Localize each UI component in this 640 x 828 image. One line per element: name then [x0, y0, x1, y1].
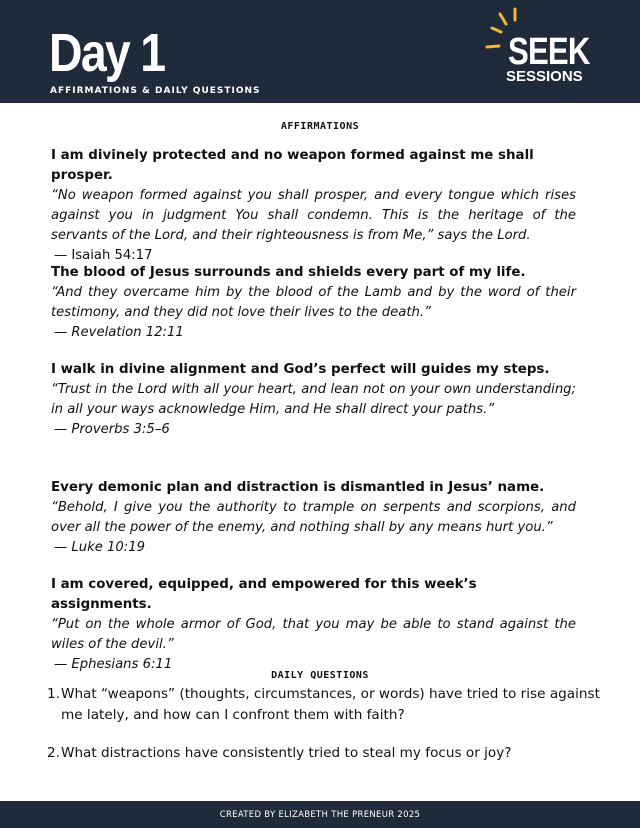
seek-sessions-logo	[484, 6, 594, 96]
scripture-verse: “Behold, I give you the authority to trample on serpents and scorpions, and over all the power of the enemy, and nothing shall by any means hurt you.”	[51, 500, 576, 535]
affirmation-statement: The blood of Jesus surrounds and shields every part of my life.	[51, 265, 526, 280]
affirmation-statement: Every demonic plan and distraction is dismantled in Jesus’ name.	[51, 480, 545, 495]
affirmation-statement: I am covered, equipped, and empowered for this week’s assignments.	[51, 577, 477, 612]
scripture-verse: “Put on the whole armor of God, that you may be able to stand against the wiles of the devil.”	[51, 617, 576, 652]
page-footer	[0, 801, 640, 828]
affirmation-statement: I am divinely protected and no weapon formed against me shall prosper.	[51, 148, 534, 183]
scripture-reference: — Isaiah 54:17	[54, 248, 153, 263]
question-number: 2.	[47, 745, 60, 761]
affirmation-item	[51, 263, 576, 343]
scripture-reference: — Luke 10:19	[54, 540, 146, 555]
daily-questions-heading: DAILY QUESTIONS	[271, 670, 369, 681]
scripture-reference: — Ephesians 6:11	[54, 657, 173, 672]
day-subtitle: AFFIRMATIONS & DAILY QUESTIONS	[50, 86, 261, 96]
question-number: 1.	[47, 686, 60, 702]
question-text: What “weapons” (thoughts, circumstances, or words) have tried to rise against me lately, and how can I confront them with faith?	[61, 686, 600, 723]
affirmation-statement: I walk in divine alignment and God’s perfect will guides my steps.	[51, 362, 550, 377]
affirmation-item	[51, 360, 576, 440]
daily-questions-list	[47, 684, 607, 764]
scripture-verse: “Trust in the Lord with all your heart, and lean not on your own understanding; in all your ways acknowledge Him, and He shall direct your paths.”	[51, 382, 576, 417]
question-item	[47, 684, 607, 726]
affirmations-heading: AFFIRMATIONS	[280, 121, 360, 132]
scripture-verse: “And they overcame him by the blood of the Lamb and by the word of their testimony, and they did not love their lives to the death.”	[51, 285, 576, 320]
day-title: Day 1	[49, 23, 165, 83]
affirmation-item	[51, 146, 576, 266]
scripture-verse: “No weapon formed against you shall prosper, and every tongue which rises against you in judgment You shall condemn. This is the heritage of the servants of the Lord, and their righteousness is from Me,” says the Lord.	[51, 188, 576, 243]
scripture-reference: — Revelation 12:11	[54, 325, 184, 340]
page-header	[0, 0, 640, 103]
affirmation-item	[51, 478, 576, 558]
question-item	[47, 743, 607, 764]
footer-credit: CREATED BY ELIZABETH THE PRENEUR 2025	[219, 810, 421, 820]
affirmation-item	[51, 575, 576, 675]
scripture-reference: — Proverbs 3:5–6	[54, 422, 170, 437]
logo-seek-text: SEEK	[508, 31, 590, 73]
question-text: What distractions have consistently tried to steal my focus or joy?	[61, 745, 512, 761]
logo-sessions-text: SESSIONS	[506, 68, 583, 85]
